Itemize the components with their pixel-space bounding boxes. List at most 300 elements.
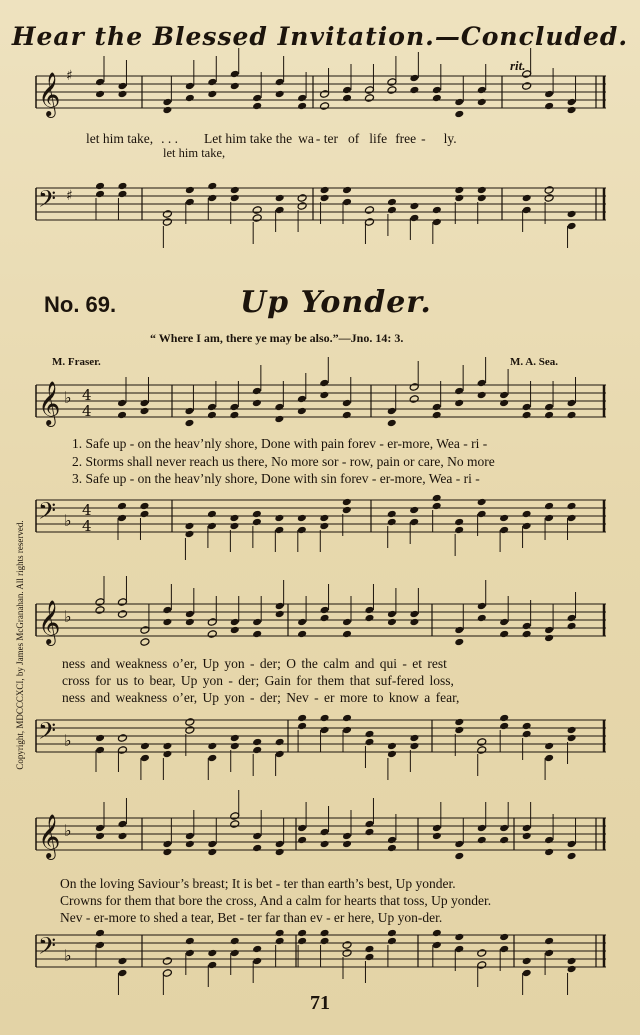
notehead <box>522 522 532 531</box>
notehead <box>95 606 105 615</box>
notehead <box>477 186 487 195</box>
notehead <box>320 929 330 938</box>
notehead <box>140 399 150 408</box>
notehead <box>387 929 397 938</box>
notehead <box>297 102 307 111</box>
notehead <box>454 626 464 635</box>
notehead <box>409 734 419 743</box>
notehead <box>387 750 397 759</box>
notehead <box>364 945 374 954</box>
notehead <box>275 206 285 215</box>
notehead <box>364 738 374 747</box>
bass-clef-icon: 𝄢 <box>38 717 57 750</box>
notehead <box>499 722 509 731</box>
notehead <box>342 399 352 408</box>
notehead <box>162 848 172 857</box>
notehead <box>477 961 487 970</box>
notehead <box>95 832 105 841</box>
notehead <box>230 70 240 79</box>
notehead <box>207 411 217 420</box>
notehead <box>432 941 442 950</box>
notehead <box>275 194 285 203</box>
notehead <box>320 90 330 99</box>
notehead <box>297 630 307 639</box>
bass-clef-icon: 𝄢 <box>38 497 57 530</box>
notehead <box>477 738 487 747</box>
notehead <box>207 754 217 763</box>
notehead <box>432 403 442 412</box>
notehead <box>207 961 217 970</box>
notehead <box>140 510 150 519</box>
notehead <box>387 610 397 619</box>
flat-icon: ♭ <box>64 388 72 407</box>
notehead <box>95 78 105 87</box>
notehead <box>319 514 329 523</box>
notehead <box>544 836 554 845</box>
notehead <box>230 734 240 743</box>
notehead <box>409 202 419 211</box>
notehead <box>207 949 217 958</box>
notehead <box>95 190 105 199</box>
notehead <box>297 722 307 731</box>
notehead <box>275 90 285 99</box>
notehead <box>544 754 554 763</box>
notehead <box>297 929 307 938</box>
notehead <box>499 945 509 954</box>
notehead <box>342 840 352 849</box>
notehead <box>364 953 374 962</box>
notehead <box>432 824 442 833</box>
words-credit: M. Fraser. <box>52 356 101 368</box>
notehead <box>117 734 127 743</box>
notehead <box>477 510 487 519</box>
notehead <box>297 514 307 523</box>
notehead <box>252 746 262 755</box>
notehead <box>252 518 262 527</box>
notehead <box>207 510 217 519</box>
notehead <box>95 929 105 938</box>
flat-icon: ♭ <box>64 511 72 530</box>
notehead <box>567 734 577 743</box>
notehead <box>522 411 532 420</box>
notehead <box>185 718 195 727</box>
notehead <box>522 969 532 978</box>
bass-clef-icon: 𝄢 <box>38 185 57 218</box>
notehead <box>342 198 352 207</box>
notehead <box>117 969 127 978</box>
notehead <box>230 820 240 829</box>
notehead <box>185 840 195 849</box>
notehead <box>409 618 419 627</box>
notehead <box>140 407 150 416</box>
notehead <box>364 614 374 623</box>
notehead <box>499 618 509 627</box>
notehead <box>522 510 532 519</box>
notehead <box>207 618 217 627</box>
notehead <box>432 502 442 511</box>
notehead <box>95 941 105 950</box>
notehead <box>544 194 554 203</box>
notehead <box>477 86 487 95</box>
notehead <box>252 206 262 215</box>
notehead <box>364 606 374 615</box>
notehead <box>95 598 105 607</box>
notehead <box>117 190 127 199</box>
notehead <box>454 399 464 408</box>
epigraph: “ Where I am, there ye may be also.”—Jno. 14: 3. <box>150 331 404 345</box>
notehead <box>252 945 262 954</box>
notehead <box>567 98 577 107</box>
notehead <box>207 742 217 751</box>
notehead <box>544 411 554 420</box>
notehead <box>229 403 239 412</box>
notehead <box>185 726 195 735</box>
notehead <box>229 514 239 523</box>
notehead <box>387 518 397 527</box>
notehead <box>320 186 330 195</box>
notehead <box>207 848 217 857</box>
notehead <box>342 941 352 950</box>
notehead <box>477 391 487 400</box>
notehead <box>252 844 262 853</box>
notehead <box>567 840 577 849</box>
notehead <box>275 78 285 87</box>
notehead <box>544 634 554 643</box>
notehead <box>207 182 217 191</box>
notehead <box>499 714 509 723</box>
notehead <box>454 852 464 861</box>
notehead <box>477 836 487 845</box>
notehead <box>230 186 240 195</box>
notehead <box>297 94 307 103</box>
notehead <box>477 746 487 755</box>
notehead <box>387 937 397 946</box>
notehead <box>364 828 374 837</box>
notehead <box>364 218 374 227</box>
notehead <box>117 746 127 755</box>
notehead <box>342 186 352 195</box>
notehead <box>477 602 487 611</box>
notehead <box>364 86 374 95</box>
notehead <box>185 832 195 841</box>
notehead <box>387 742 397 751</box>
notehead <box>297 395 307 404</box>
notehead <box>184 522 194 531</box>
notehead <box>230 812 240 821</box>
notehead <box>162 957 172 966</box>
time-sig-bottom: 4 <box>82 517 92 535</box>
notehead <box>95 824 105 833</box>
top-lyric-2: let him take, <box>163 146 226 160</box>
notehead <box>117 514 127 523</box>
notehead <box>342 506 352 515</box>
notehead <box>522 832 532 841</box>
notehead <box>117 610 127 619</box>
treble-clef-icon: 𝄞 <box>38 600 61 644</box>
notehead <box>499 399 509 408</box>
notehead <box>95 734 105 743</box>
notehead <box>297 526 307 535</box>
notehead <box>544 742 554 751</box>
notehead <box>207 194 217 203</box>
verse-line: ness and weakness o’er, Up yon - der; Nev - er more to know a fear, <box>62 690 460 705</box>
notehead <box>117 182 127 191</box>
notehead <box>207 90 217 99</box>
notehead <box>567 514 577 523</box>
notehead <box>342 498 352 507</box>
notehead <box>364 730 374 739</box>
verse-line: 1. Safe up - on the heav’nly shore, Done with pain forev - er-more, Wea - ri - <box>72 436 488 451</box>
notehead <box>140 626 150 635</box>
notehead <box>342 411 352 420</box>
notehead <box>320 714 330 723</box>
notehead <box>454 840 464 849</box>
rit-marking: rit. <box>510 58 526 73</box>
notehead <box>387 86 397 95</box>
verse-line: 3. Safe up - on the heav’nly shore, Done with sin forev - er-more, Wea - ri - <box>72 471 480 486</box>
notehead <box>252 618 262 627</box>
notehead <box>409 395 419 404</box>
notehead <box>274 526 284 535</box>
notehead <box>140 742 150 751</box>
notehead <box>320 614 330 623</box>
notehead <box>275 610 285 619</box>
notehead <box>185 618 195 627</box>
notehead <box>454 194 464 203</box>
notehead <box>162 606 172 615</box>
verse-line: Nev - er-more to shed a tear, Bet - ter far than ev - er here, Up yon-der. <box>60 910 443 925</box>
notehead <box>297 407 307 416</box>
notehead <box>364 206 374 215</box>
notehead <box>454 110 464 119</box>
notehead <box>544 502 554 511</box>
notehead <box>140 502 150 511</box>
notehead <box>409 506 419 515</box>
notehead <box>567 965 577 974</box>
notehead <box>454 638 464 647</box>
notehead <box>117 820 127 829</box>
notehead <box>275 738 285 747</box>
notehead <box>320 102 330 111</box>
notehead <box>544 403 554 412</box>
notehead <box>387 510 397 519</box>
notehead <box>95 746 105 755</box>
notehead <box>544 937 554 946</box>
notehead <box>252 214 262 223</box>
top-lyric-1: let him take, . . . Let him take the wa - ter of life free - ly. <box>86 131 457 146</box>
notehead <box>567 957 577 966</box>
notehead <box>409 214 419 223</box>
notehead <box>432 832 442 841</box>
notehead <box>185 610 195 619</box>
flat-icon: ♭ <box>64 821 72 840</box>
notehead <box>230 82 240 91</box>
notehead <box>432 218 442 227</box>
notehead <box>184 530 194 539</box>
notehead <box>522 824 532 833</box>
hymn-title: Up Yonder. <box>240 285 432 320</box>
notehead <box>477 498 487 507</box>
notehead <box>567 852 577 861</box>
notehead <box>162 98 172 107</box>
notehead <box>185 82 195 91</box>
notehead <box>162 840 172 849</box>
notehead <box>454 726 464 735</box>
notehead <box>567 411 577 420</box>
notehead <box>185 949 195 958</box>
notehead <box>230 742 240 751</box>
notehead <box>409 742 419 751</box>
notehead <box>274 514 284 523</box>
notehead <box>454 526 464 535</box>
notehead <box>320 828 330 837</box>
notehead <box>454 933 464 942</box>
notehead <box>319 522 329 531</box>
notehead <box>162 742 172 751</box>
notehead <box>567 399 577 408</box>
notehead <box>477 98 487 107</box>
flat-icon: ♭ <box>64 946 72 965</box>
notehead <box>522 722 532 731</box>
notehead <box>207 522 217 531</box>
notehead <box>409 383 419 392</box>
bass-clef-icon: 𝄢 <box>38 932 57 965</box>
notehead <box>387 618 397 627</box>
notehead <box>342 618 352 627</box>
notehead <box>387 407 397 416</box>
notehead <box>229 522 239 531</box>
sharp-icon: ♯ <box>66 68 73 84</box>
notehead <box>319 391 329 400</box>
page-number: 71 <box>310 992 330 1014</box>
notehead <box>117 832 127 841</box>
notehead <box>162 210 172 219</box>
notehead <box>409 74 419 83</box>
notehead <box>252 94 262 103</box>
notehead <box>477 949 487 958</box>
notehead <box>230 626 240 635</box>
notehead <box>454 718 464 727</box>
notehead <box>162 969 172 978</box>
notehead <box>275 840 285 849</box>
notehead <box>522 957 532 966</box>
notehead <box>117 411 127 420</box>
notehead <box>275 937 285 946</box>
notehead <box>207 630 217 639</box>
time-sig-top: 4 <box>82 501 92 519</box>
notehead <box>252 510 262 519</box>
copyright-notice: Copyright, MDCCCXCI, by James McGranahan. All rights reserved. <box>15 520 25 770</box>
notehead <box>342 86 352 95</box>
notehead <box>477 824 487 833</box>
time-sig-top: 4 <box>82 386 92 404</box>
notehead <box>229 411 239 420</box>
notehead <box>117 82 127 91</box>
notehead <box>364 820 374 829</box>
notehead <box>252 832 262 841</box>
notehead <box>432 86 442 95</box>
notehead <box>522 403 532 412</box>
notehead <box>274 403 284 412</box>
notehead <box>342 714 352 723</box>
notehead <box>454 945 464 954</box>
notehead <box>432 494 442 503</box>
notehead <box>387 836 397 845</box>
notehead <box>387 844 397 853</box>
notehead <box>297 937 307 946</box>
notehead <box>454 98 464 107</box>
notehead <box>454 186 464 195</box>
notehead <box>544 949 554 958</box>
notehead <box>185 94 195 103</box>
notehead <box>544 626 554 635</box>
notehead <box>522 206 532 215</box>
notehead <box>387 206 397 215</box>
notehead <box>117 957 127 966</box>
notehead <box>184 407 194 416</box>
notehead <box>499 933 509 942</box>
notehead <box>297 836 307 845</box>
notehead <box>320 840 330 849</box>
notehead <box>230 618 240 627</box>
notehead <box>252 957 262 966</box>
notehead <box>320 726 330 735</box>
notehead <box>275 602 285 611</box>
notehead <box>342 630 352 639</box>
notehead <box>230 949 240 958</box>
notehead <box>387 419 397 428</box>
notehead <box>499 836 509 845</box>
notehead <box>185 186 195 195</box>
notehead <box>117 598 127 607</box>
treble-clef-icon: 𝄞 <box>38 381 61 425</box>
notehead <box>477 614 487 623</box>
hymn-number: No. 69. <box>44 292 117 317</box>
notehead <box>252 630 262 639</box>
continued-title: Hear the Blessed Invitation.—Concluded. <box>11 22 629 51</box>
notehead <box>320 606 330 615</box>
notehead <box>432 411 442 420</box>
notehead <box>297 824 307 833</box>
notehead <box>522 622 532 631</box>
notehead <box>162 218 172 227</box>
notehead <box>207 840 217 849</box>
notehead <box>499 526 509 535</box>
notehead <box>342 832 352 841</box>
music-credit: M. A. Sea. <box>510 356 558 368</box>
notehead <box>567 614 577 623</box>
notehead <box>162 618 172 627</box>
notehead <box>499 630 509 639</box>
notehead <box>319 379 329 388</box>
notehead <box>432 929 442 938</box>
notehead <box>230 937 240 946</box>
notehead <box>320 937 330 946</box>
notehead <box>499 514 509 523</box>
notehead <box>567 726 577 735</box>
verse-line: Crowns for them that bore the cross, And a calm for hearts that toss, Up yonder. <box>60 893 492 908</box>
notehead <box>207 78 217 87</box>
notehead <box>544 848 554 857</box>
notehead <box>409 518 419 527</box>
time-sig-bottom: 4 <box>82 402 92 420</box>
notehead <box>499 824 509 833</box>
notehead <box>454 387 464 396</box>
notehead <box>297 202 307 211</box>
notehead <box>567 502 577 511</box>
notehead <box>252 102 262 111</box>
notehead <box>522 730 532 739</box>
